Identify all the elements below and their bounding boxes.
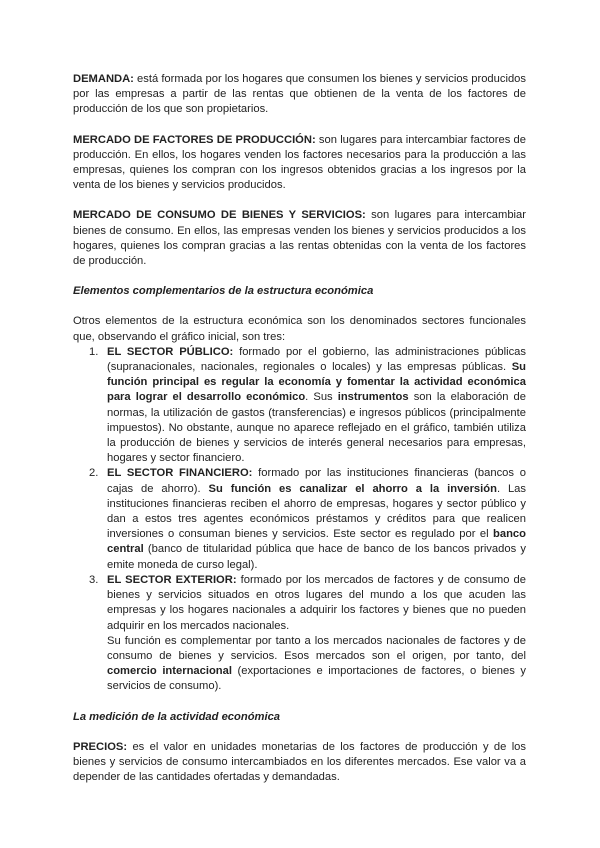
heading-elementos: Elementos complementarios de la estructura económica	[73, 285, 374, 298]
paragraph-intro: Otros elementos de la estructura económica son los denominados sectores funcionales que, observando el gráfico inicial, son tres:	[73, 315, 526, 343]
sector-text: . Sus	[305, 391, 338, 404]
sector-text: Su función es complementar por tanto a los mercados nacionales de factores y de consumo de bienes y servicios. Esos mercados son el origen, por tanto, del	[107, 634, 526, 662]
sector-title: EL SECTOR FINANCIERO:	[107, 467, 253, 480]
sector-title: EL SECTOR EXTERIOR:	[107, 573, 237, 586]
sectors-list	[73, 345, 526, 695]
sector-text: formado por las instituciones financieras (bancos o cajas de ahorro).	[107, 467, 526, 495]
definition-demanda: está formada por los hogares que consumen los bienes y servicios producidos por las empresas a partir de las rentas que obtienen de la venta de los factores de producción de los que son propietarios.	[73, 73, 526, 116]
list-number: 3.	[89, 573, 99, 586]
term-precios: PRECIOS:	[73, 740, 128, 753]
sector-text: son la elaboración de normas, la utilización de gastos (transferencias) e ingresos públicos (principalmente impuestos). No obstante, aunque no aparece reflejado en el gráfico, también utiliza la producción de bienes y servicios de interés general necesarios para empresas, hogares y sector financiero.	[107, 391, 526, 465]
definition-mercado-consumo: son lugares para intercambiar bienes de consumo. En ellos, las empresas venden los bienes y servicios producidos a los hogares, quienes los compran gracias a las rentas obtenidas con la venta de los factores de producción.	[73, 209, 526, 268]
sector-title: EL SECTOR PÚBLICO:	[107, 345, 234, 358]
term-mercado-factores: MERCADO DE FACTORES DE PRODUCCIÓN:	[73, 133, 316, 146]
list-item	[73, 466, 526, 572]
sector-text: formado por los mercados de factores y de consumo de bienes y servicios situados en otros lugares del mundo a los que acuden las empresas y los hogares nacionales a adquirir los factores y bienes que no pueden adquirir en los mercados nacionales.	[107, 573, 526, 632]
paragraph-mercado-consumo	[73, 208, 526, 269]
sector-bold-text: banco central	[107, 528, 526, 556]
list-number: 1.	[89, 345, 99, 358]
definition-precios: es el valor en unidades monetarias de los factores de producción y de los bienes y servicios de consumo intercambiados en los diferentes mercados. Ese valor va a depender de las cantidades ofertadas y demandadas.	[73, 740, 526, 784]
paragraph-demanda	[73, 72, 526, 118]
term-mercado-consumo: MERCADO DE CONSUMO DE BIENES Y SERVICIOS:	[73, 209, 366, 222]
sector-bold-text: Su función principal es regular la economía y fomentar la actividad económica para lograr el desarrollo económico	[107, 361, 526, 404]
list-item	[73, 573, 526, 695]
sector-text: (exportaciones e importaciones de factores, o bienes y servicios de consumo).	[107, 665, 526, 693]
sector-text: . Las instituciones financieras reciben el ahorro de empresas, hogares y sector público y dan a estos tres agentes económicos préstamos y créditos para que realicen inversiones o consuman bienes y servicios. Este sector es regulado por el	[107, 482, 527, 541]
sector-bold-text: Su función es canalizar el ahorro a la inversión	[208, 482, 497, 495]
term-demanda: DEMANDA:	[73, 73, 134, 85]
sector-text: (banco de titularidad pública que hace de banco de los bancos privados y emite moneda de curso legal).	[107, 543, 526, 571]
heading-medicion: La medición de la actividad económica	[73, 710, 281, 723]
paragraph-mercado-factores	[73, 133, 526, 194]
sector-bold-text: comercio internacional	[107, 665, 232, 678]
paragraph-precios	[73, 740, 526, 786]
sector-bold-text: instrumentos	[337, 391, 409, 404]
list-item	[73, 345, 526, 467]
definition-mercado-factores: son lugares para intercambiar factores de producción. En ellos, los hogares venden los factores necesarios para la producción a las empresas, quienes los compran con los ingresos obtenidos gracias a los ingresos por la venta de los bienes y servicios producidos.	[73, 133, 526, 192]
sector-text: formado por el gobierno, las administraciones públicas (supranacionales, nacionales, regionales o locales) y las empresas públicas.	[107, 345, 527, 374]
list-number: 2.	[89, 467, 99, 480]
document-page	[73, 72, 526, 785]
